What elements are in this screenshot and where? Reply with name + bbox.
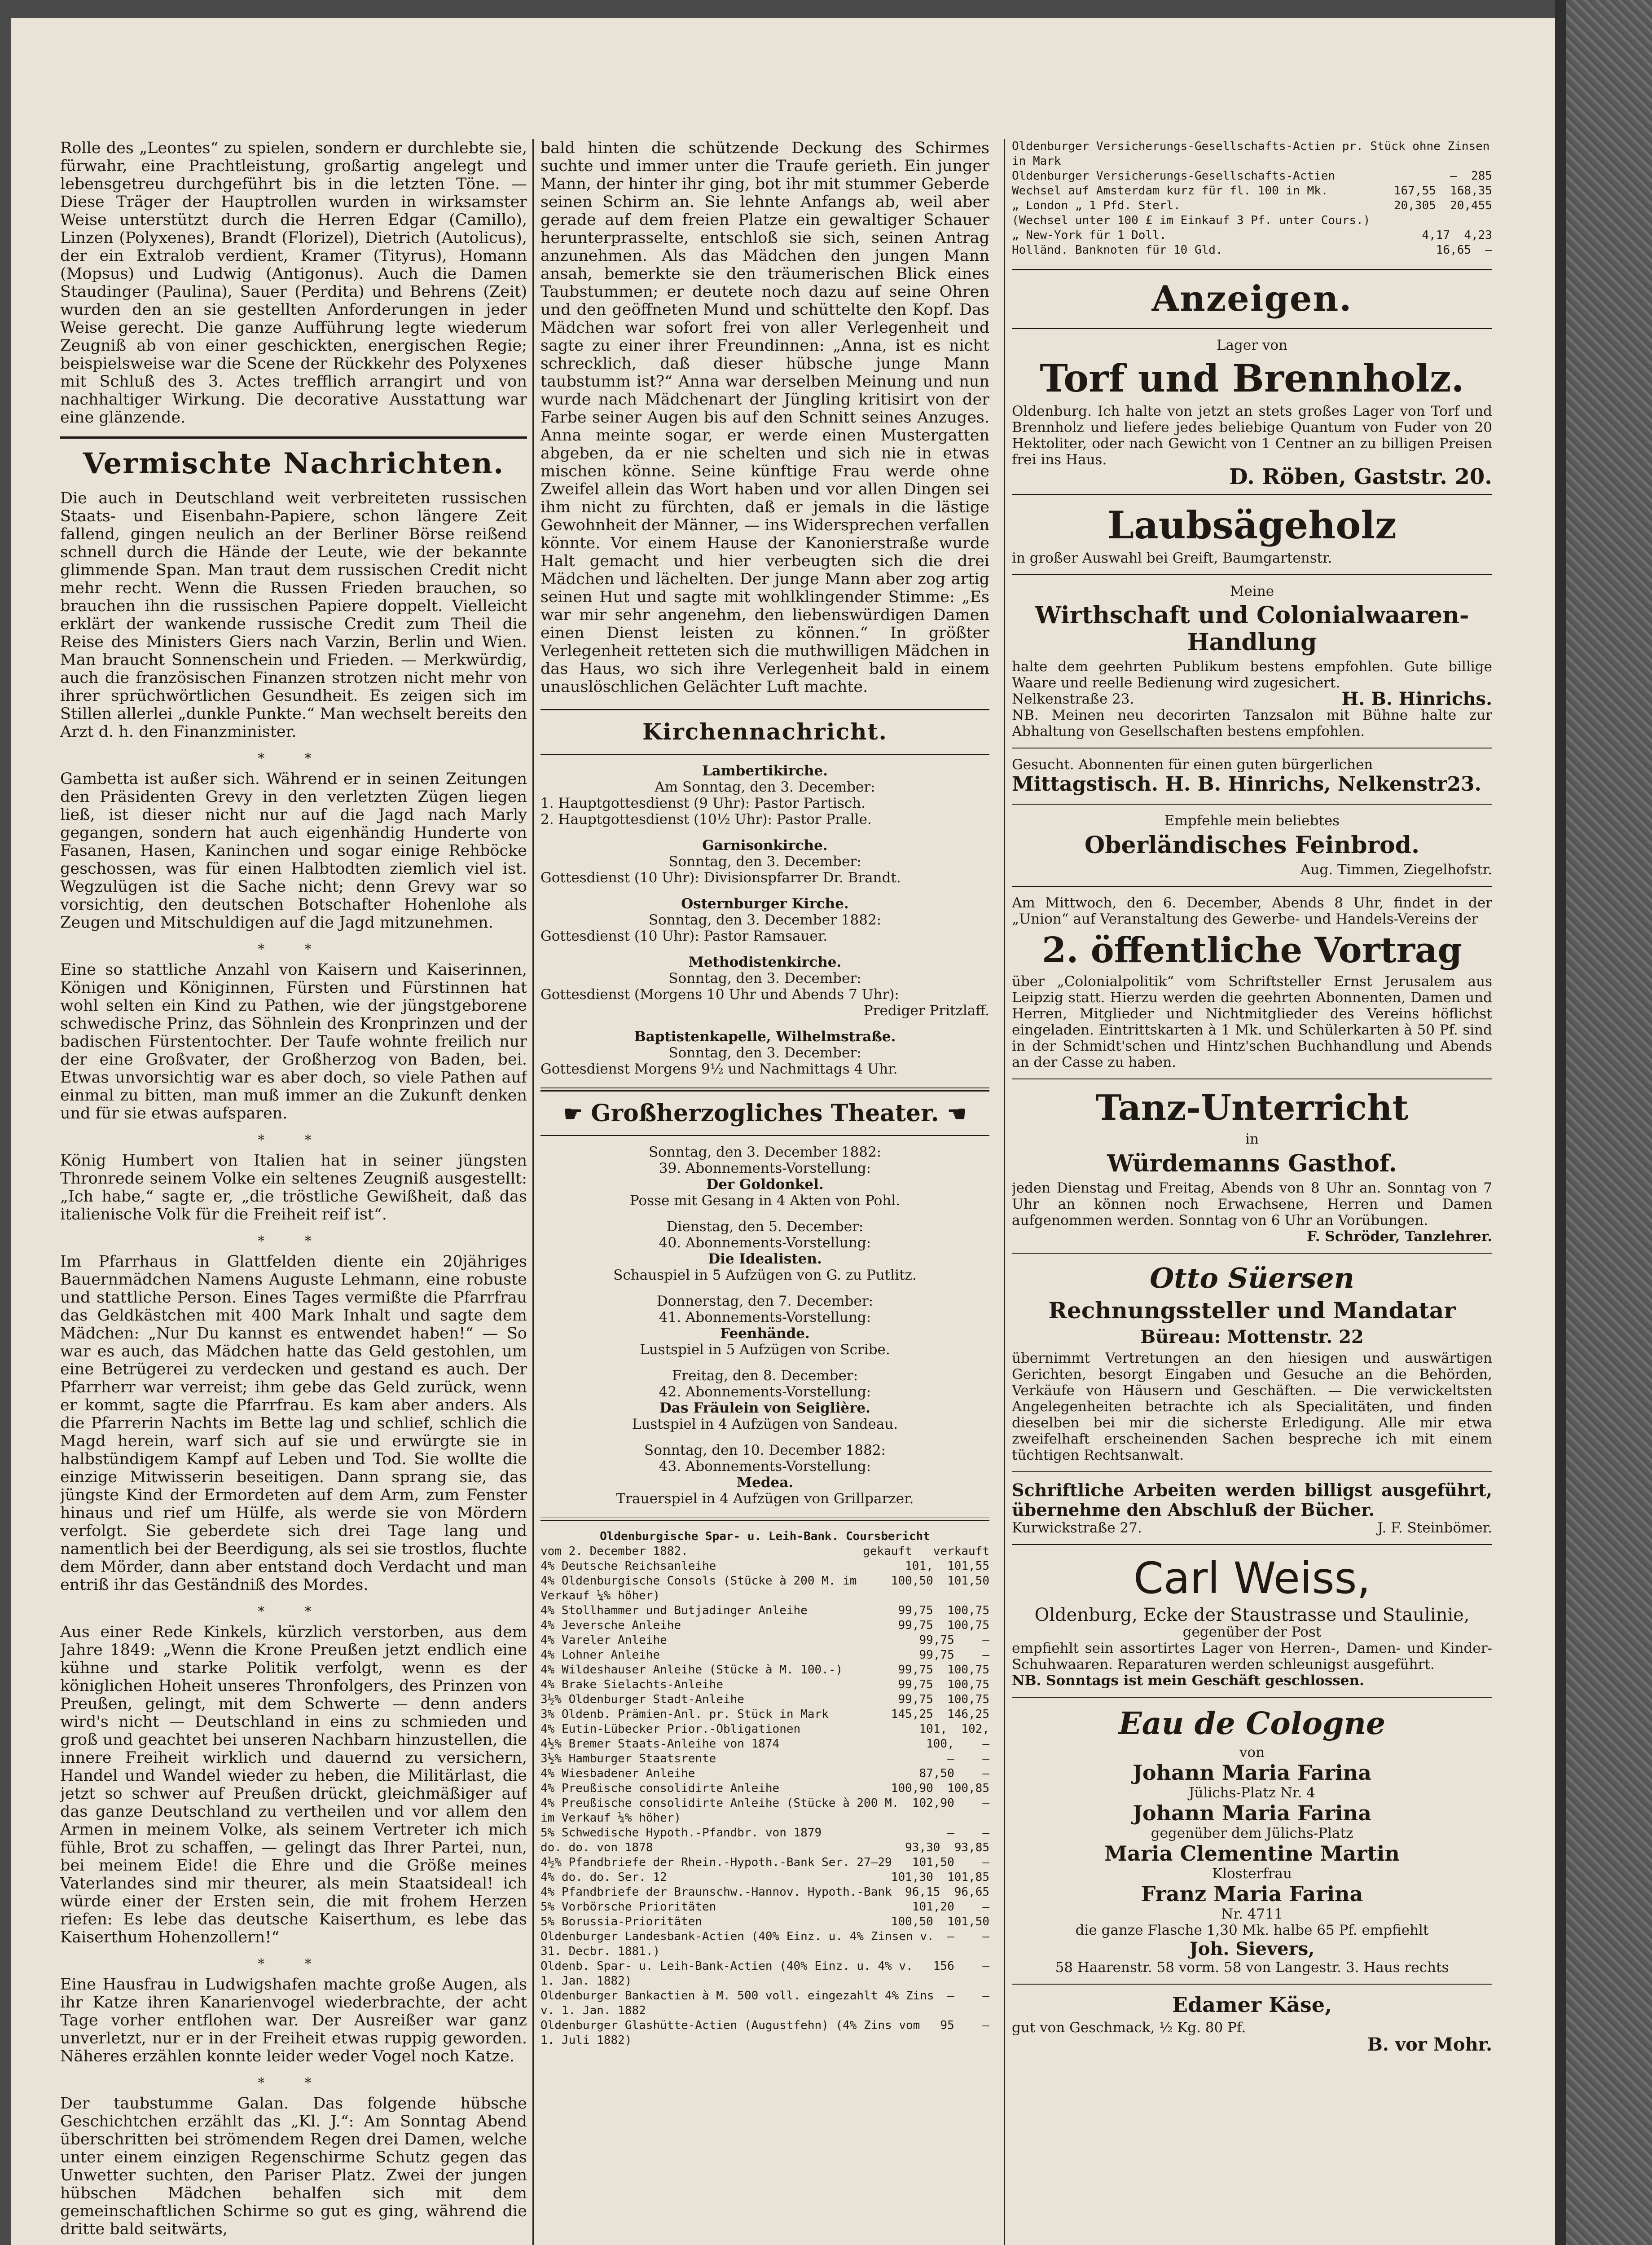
ad-pre: Gesucht. Abonnenten für einen guten bürgerlichen (1012, 757, 1373, 773)
church-service: Gottesdienst (10 Uhr): Pastor Ramsauer. (540, 928, 828, 944)
finance-row-name: Holländ. Banknoten für 10 Gld. (1012, 243, 1223, 257)
divider (540, 706, 989, 710)
theater-heading (540, 1100, 989, 1127)
divider (1012, 886, 1492, 887)
finance-row-name: Oldenburger Bankactien à M. 500 voll. eingezahlt 4% Zins v. 1. Jan. 1882 (540, 1989, 934, 2017)
finance-row-name: 4½% Bremer Staats-Anleihe von 1874 (540, 1737, 780, 1751)
show-desc: Schauspiel in 5 Aufzügen von G. zu Putlitz. (613, 1267, 917, 1283)
church-service: Gottesdienst (10 Uhr): Divisionspfarrer Dr. Brandt. (540, 870, 901, 886)
theater-program (540, 1144, 989, 1507)
show-number: 40. Abonnements-Vorstellung: (659, 1235, 871, 1251)
story-continuation: bald hinten die schützende Deckung des Schirmes suchte und immer unter die Traufe gerieth. Ein junger Mann, der hinter ihr ging, bot ihr mit stummer Geberde seinen Schirm an. Sie lehnte Anfangs ab, weil aber gerade auf dem freien Platze ein gewaltiger Schauer herunterprasselte, entschloß sie sich, seinen Antrag anzunehmen. Als das Mädchen den jungen Mann ansah, bemerkte sie den träumerischen Blick eines Taubstummen; er deutete noch dazu auf seine Ohren und den geöffneten Mund und schüttelte den Kopf. Das Mädchen war sofort frei von aller Verlegenheit und sagte zu einer ihrer Freundinnen: „Anna, ist es nicht schrecklich, daß dieser hübsche junge Mann taubstumm ist?“ Anna war derselben Meinung und nun wurde nach Mädchenart der Jüngling kritisirt von der Farbe seiner Augen bis auf den Schnitt seines Anzuges. Anna meinte sogar, er werde einen Mustergatten abgeben, da er nie schelten und sich nie in etwas mischen könne. Seine künftige Frau werde ohne Zweifel allein das Wort haben und vor allen Dingen sei ihm nicht zu fürchten, daß er jemals in die lästige Gewohnheit der Männer, — ins Widersprechen verfallen könnte. Vor einem Hause der Kanonierstraße wurde Halt gemacht und hier verbeugten sich die drei Mädchen und lächelten. Der junge Mann aber zog artig seinen Hut und sagte mit wohlklingender Stimme: „Es war mir sehr angenehm, den liebenswürdigen Damen einen Dienst leisten zu können.“ In größter Verlegenheit retteten sich die muthwilligen Mädchen in das Haus, wo sich ihre Verlegenheit bald in einem unauslöschlichen Gelächter Luft machte. (540, 139, 989, 696)
finance-row-value: 167,55 168,35 (1393, 184, 1492, 198)
exchange-report (1012, 139, 1492, 258)
finance-row-name: 4% Preußische consolidirte Anleihe (540, 1782, 780, 1795)
divider (540, 1517, 989, 1521)
finance-row-value: 87,50 — (919, 1767, 989, 1780)
divider (540, 1135, 989, 1136)
finance-row-name: Oldenburger Landesbank-Actien (40% Einz. u. 4% Zinsen v. 31. Decbr. 1881.) (540, 1930, 934, 1958)
pointing-hand-icon: ☚ (947, 1101, 967, 1127)
finance-row (540, 1766, 989, 1781)
ad-tanz (1012, 1087, 1492, 1245)
finance-row-name: 5% Vorbörsche Prioritäten (540, 1900, 716, 1914)
divider (1012, 804, 1492, 805)
ad-text: übernimmt Vertretungen an den hiesigen und auswärtigen Gerichten, besorgt Eingaben und Gesuche an die Behörden, Verkäufe von Häusern und Geschäften. — Die verwickeltsten Angelegenheiten betrachte ich als Specialitäten, und finden dieselben bei mir die sicherste Erledigung. Alle mir etwa zweifelhaft erscheinenden Sachen bespreche ich mit einem tüchtigen Rechtsanwalt. (1012, 1350, 1492, 1463)
finance-row (540, 1603, 989, 1618)
show-number: 39. Abonnements-Vorstellung: (659, 1160, 871, 1176)
ad-title: Wirthschaft und Colonialwaaren-Handlung (1035, 602, 1469, 656)
theater-title: Großherzogliches Theater. (591, 1100, 939, 1127)
finance-row (540, 1989, 989, 2018)
bank-subheading: vom 2. December 1882. gekauft verkauft (540, 1545, 989, 1558)
theater-review-end: Rolle des „Leontes“ zu spielen, sondern er durchlebte sie, fürwahr, eine Prachtleistung, großartig angelegt und lebensgetreu durchgeführt bis in die letzten Töne. — Diese Träger der Hauptrollen wurden in wirksamster Weise unterstützt durch die Herren Edgar (Camillo), Linzen (Polyxenes), Brandt (Florizel), Dietrich (Autolicus), der ein Extralob verdient, Kramer (Tityrus), Homann (Mopsus) und Ludwig (Antigonus). Auch die Damen Staudinger (Paulina), Sauer (Perdita) und Behrens (Zeit) wurden den an sie gestellten Anforderungen in jeder Weise gerecht. Die ganze Aufführung legte wiederum Zeugniß ab von einer geschickten, energischen Regie; beispielsweise war die Scene der Rückkehr des Polyxenes mit Schluß des 3. Actes trefflich arrangirt und von nachhaltiger Wirkung. Die decorative Ausstattung war eine glänzende. (60, 139, 527, 427)
finance-row (540, 1633, 989, 1648)
column-1 (60, 139, 527, 2245)
bank-heading: Oldenburgische Spar- u. Leih-Bank. Coursbericht (600, 1530, 930, 1543)
finance-row-value: 99,75 — (919, 1648, 989, 1662)
finance-row-value: 145,25 146,25 (891, 1708, 989, 1721)
finance-row-value: — — (947, 1826, 989, 1840)
finance-row-name: 4% Oldenburgische Consols (Stücke à 200 M. im Verkauf ¼% höher) (540, 1574, 857, 1602)
finance-row-name: Wechsel auf Amsterdam kurz für fl. 100 in Mk. (1012, 184, 1328, 198)
finance-row-value: 93,30 93,85 (905, 1841, 989, 1854)
finance-row (540, 1677, 989, 1692)
finance-row-value: 99,75 100,75 (898, 1678, 989, 1691)
show-title: Das Fräulein von Seiglière. (659, 1400, 870, 1416)
column-rule-2 (1004, 139, 1005, 2245)
show-title: Die Idealisten. (708, 1251, 822, 1267)
ad-title: Eau de Cologne (1118, 1706, 1386, 1742)
finance-row (540, 1618, 989, 1633)
church-service: 1. Hauptgottesdienst (9 Uhr): Pastor Partisch. (540, 795, 866, 811)
exchange-rows (1012, 169, 1492, 258)
finance-row-name: Oldenburger Versicherungs-Gesellschafts-Actien (1012, 169, 1336, 183)
book-binding (1555, 0, 1652, 2245)
ad-title: Edamer Käse, (1172, 1993, 1332, 2017)
finance-row-value: 101,50 — (912, 1856, 989, 1869)
finance-row-name: 3½% Hamburger Staatsrente (540, 1752, 716, 1765)
finance-row (540, 1796, 989, 1826)
finance-row-name: 4% Vareler Anleihe (540, 1633, 667, 1647)
finance-row-name: (Wechsel unter 100 £ im Einkauf 3 Pf. unter Cours.) (1012, 214, 1371, 227)
church-date: Sonntag, den 3. December: (668, 1045, 861, 1061)
divider (1012, 1544, 1492, 1545)
finance-row-name: do. do. von 1878 (540, 1841, 653, 1854)
finance-row (1012, 228, 1492, 243)
show-title: Medea. (736, 1475, 794, 1491)
ad-sign: D. Röben, Gaststr. 20. (1229, 464, 1492, 489)
ad-title: 2. öffentliche Vortrag (1042, 930, 1462, 971)
church-preacher: Prediger Pritzlaff. (863, 1003, 989, 1019)
finance-row-name: „ New-York für 1 Doll. (1012, 229, 1167, 242)
church-name: Garnisonkirche. (702, 837, 828, 854)
finance-row-name: 5% Borussia-Prioritäten (540, 1915, 703, 1928)
divider (60, 436, 527, 439)
church-name: Osternburger Kirche. (681, 896, 849, 912)
finance-row-value: 99,75 — (919, 1633, 989, 1647)
church-date: Sonntag, den 3. December: (668, 854, 861, 870)
maker-address: gegenüber dem Jülichs-Platz (1151, 1825, 1353, 1841)
show-desc: Posse mit Gesang in 4 Akten von Pohl. (629, 1193, 901, 1209)
ad-subtitle: Rechnungssteller und Mandatar (1048, 1297, 1456, 1324)
separator-stars: * * (258, 942, 330, 957)
divider (1012, 494, 1492, 495)
finance-row-name: „ London „ 1 Pfd. Sterl. (1012, 199, 1181, 212)
finance-row (540, 1870, 989, 1885)
ad-sign: B. vor Mohr. (1367, 2034, 1492, 2055)
ad-pre: Empfehle mein beliebtes (1164, 813, 1340, 829)
column-2 (540, 139, 989, 2245)
ads-heading: Anzeigen. (1151, 278, 1353, 319)
church-heading: Kirchennachricht. (642, 718, 888, 745)
ad-address: Büreau: Mottenstr. 22 (1140, 1326, 1364, 1347)
divider (1012, 266, 1492, 270)
ad-vortrag (1012, 895, 1492, 1070)
ad-carl-weiss (1012, 1553, 1492, 1689)
church-service: Gottesdienst (Morgens 10 Uhr und Abends 7 Uhr): (540, 986, 899, 1003)
ad-note: NB. Sonntags ist mein Geschäft geschlossen. (1012, 1673, 1364, 1689)
maker-address: Nr. 4711 (1221, 1906, 1283, 1922)
finance-row (540, 1574, 989, 1603)
ad-text: in großer Auswahl bei Greift, Baumgartenstr. (1012, 550, 1332, 566)
separator-stars: * * (258, 1233, 330, 1249)
divider (1012, 1078, 1492, 1079)
finance-row-value: — 285 (1450, 169, 1492, 183)
show-number: 43. Abonnements-Vorstellung: (659, 1458, 871, 1475)
finance-row-value: — — (947, 1930, 989, 1943)
finance-row (540, 1737, 989, 1752)
church-name: Methodistenkirche. (688, 954, 842, 970)
church-date: Sonntag, den 3. December 1882: (648, 912, 882, 928)
finance-row-value: 102,90 — (912, 1796, 989, 1810)
section-heading: Vermischte Nachrichten. (83, 447, 505, 480)
divider (1012, 1253, 1492, 1254)
ad-text: die ganze Flasche 1,30 Mk. halbe 65 Pf. empfiehlt (1075, 1922, 1429, 1938)
church-name: Baptistenkapelle, Wilhelmstraße. (634, 1029, 896, 1045)
show-desc: Lustspiel in 4 Aufzügen von Sandeau. (632, 1416, 898, 1432)
finance-row-name: 4% Brake Sielachts-Anleihe (540, 1678, 723, 1691)
pointing-hand-icon: ☛ (563, 1101, 583, 1127)
maker-name: Franz Maria Farina (1141, 1882, 1363, 1906)
finance-row-name: 4% Wildeshauser Anleihe (Stücke à M. 100.-) (540, 1663, 843, 1677)
finance-row-value: 99,75 100,75 (898, 1619, 989, 1632)
church-service: Gottesdienst Morgens 9½ und Nachmittags 4 Uhr. (540, 1061, 898, 1077)
article-paragraph: Eine Hausfrau in Ludwigshafen machte große Augen, als ihr Katze ihren Kanarienvogel wiederbrachte, der acht Tage vorher entflohen war. Der Ausreißer war ganz unverletzt, nur er in der Freiheit etwas ruppig geworden. Näheres erzählen konnte leider weder Vogel noch Katze. (60, 1976, 527, 2065)
ad-note: NB. Meinen neu decorirten Tanzsalon mit Bühne halte zur Abhaltung von Gesellschaften bestens empfohlen. (1012, 707, 1492, 740)
finance-row (540, 1663, 989, 1677)
ad-title: Otto Süersen (1150, 1262, 1354, 1294)
finance-row-value: 100, — (926, 1737, 989, 1751)
finance-row-value: 20,305 20,455 (1393, 199, 1492, 212)
finance-row-value: 101,30 101,85 (891, 1871, 989, 1884)
ad-eau-de-cologne (1012, 1706, 1492, 1976)
finance-row-value: 99,75 100,75 (898, 1604, 989, 1617)
finance-row-value: 4,17 4,23 (1422, 229, 1492, 242)
show-date: Freitag, den 8. December: (672, 1368, 858, 1384)
maker-address: Klosterfrau (1212, 1866, 1292, 1882)
show-number: 41. Abonnements-Vorstellung: (659, 1309, 871, 1325)
ad-text: empfiehlt sein assortirtes Lager von Herren-, Damen- und Kinder-Schuhwaaren. Reparaturen werden schleunigst ausgeführt. (1012, 1640, 1492, 1673)
church-date: Sonntag, den 3. December: (668, 970, 861, 986)
finance-row-name: 4% Lohner Anleihe (540, 1648, 660, 1662)
finance-row (540, 1915, 989, 1929)
finance-row-name: 4% Deutsche Reichsanleihe (540, 1559, 716, 1573)
show-number: 42. Abonnements-Vorstellung: (659, 1384, 871, 1400)
divider (1012, 328, 1492, 329)
ad-post: gegenüber der Post (1182, 1624, 1322, 1640)
finance-row-name: 4% Preußische consolidirte Anleihe (Stücke à 200 M. im Verkauf ¼% höher) (540, 1796, 899, 1825)
church-date: Am Sonntag, den 3. December: (655, 779, 875, 795)
finance-row-value: 100,50 101,50 (891, 1915, 989, 1928)
divider (1012, 1471, 1492, 1472)
finance-row (540, 1648, 989, 1663)
ad-in: in (1245, 1131, 1259, 1147)
article-paragraph: Die auch in Deutschland weit verbreiteten russischen Staats- und Eisenbahn-Papiere, schon längere Zeit fallend, gingen neulich an der Berliner Börse reißend schnell durch die Hände der Leute, wie der bekannte glimmende Span. Man traut dem russischen Credit nicht mehr recht. Wenn die Russen Frieden brauchen, so brauchen ihn die russischen Papiere doppelt. Vielleicht erklärt der wankende russische Credit zum Theil die Reise des Ministers Giers nach Varzin, Berlin und Wien. Man braucht Sonnenschein und Frieden. — Merkwürdig, auch die französischen Finanzen strotzen nicht mehr von ihrer sprüchwörtlichen Gesundheit. Es zeigen sich im Stillen allerlei „dunkle Punkte.“ Man wechselt bereits den Arzt d. h. den Finanzminister. (60, 489, 527, 741)
finance-row-value: 100,90 100,85 (891, 1782, 989, 1795)
ad-title: Mittagstisch. H. B. Hinrichs, Nelkenstr23. (1012, 773, 1481, 796)
separator-stars: * * (258, 751, 330, 766)
show-date: Sonntag, den 10. December 1882: (644, 1442, 886, 1458)
finance-row-value: 99,75 100,75 (898, 1663, 989, 1677)
finance-row (540, 1752, 989, 1766)
column-rule-1 (532, 139, 534, 2245)
ad-laubsaegeholz (1012, 503, 1492, 566)
show-title: Der Goldonkel. (706, 1176, 824, 1193)
maker-name: Johann Maria Farina (1133, 1761, 1371, 1785)
finance-row (540, 1900, 989, 1915)
finance-row-value: 101,20 — (912, 1900, 989, 1914)
divider (1012, 574, 1492, 575)
show-desc: Trauerspiel in 4 Aufzügen von Grillparzer. (616, 1491, 914, 1507)
finance-row (1012, 198, 1492, 213)
article-paragraph: Gambetta ist außer sich. Während er in seinen Zeitungen den Präsidenten Grevy in den verletzten Zügen liegen ließ, ist dieser nicht nur auf die Jagd nach Marly gegangen, sondern hat auch eigenhändig Hunderte von Fasanen, Hasen, Kaninchen und sogar einige Rehböcke geschossen, was für einen Halbtodten ziemlich viel ist. Wegzulügen ist die Sache nicht; denn Grevy war so vorsichtig, den deutschen Botschafter Hohenlohe als Zeugen und Mitschuldigen auf die Jagd mitzunehmen. (60, 770, 527, 932)
finance-row-name: 4% Pfandbriefe der Braunschw.-Hannov. Hypoth.-Bank (540, 1885, 892, 1899)
binding-edge (1555, 0, 1566, 2245)
ad-text: über „Colonialpolitik“ vom Schriftsteller Ernst Jerusalem aus Leipzig statt. Hierzu werden die geehrten Abonnenten, Damen und Herren, Mitglieder und Nichtmitglieder des Vereins höflichst eingeladen. Eintrittskarten à 1 Mk. und Schülerkarten à 50 Pf. sind in der Schmidt'schen und Hintz'schen Buchhandlung und Abends an der Casse zu haben. (1012, 973, 1492, 1070)
ad-sign: F. Schröder, Tanzlehrer. (1306, 1228, 1492, 1245)
insurance-title: Oldenburger Versicherungs-Gesellschafts-Actien pr. Stück ohne Zinsen in Mark (1012, 140, 1490, 168)
show-title: Feenhände. (720, 1325, 810, 1342)
ad-torf (1012, 337, 1492, 489)
finance-row (540, 1840, 989, 1855)
finance-row (540, 1855, 989, 1870)
finance-row-name: 4½% Pfandbriefe der Rhein.-Hypoth.-Bank Ser. 27—29 (540, 1856, 892, 1869)
divider (1012, 1697, 1492, 1698)
ad-text: gut von Geschmack, ½ Kg. 80 Pf. (1012, 2020, 1246, 2036)
finance-row-name: Oldenb. Spar- u. Leih-Bank-Actien (40% Einz. u. 4% v. 1. Jan. 1882) (540, 1959, 913, 1988)
finance-row (1012, 184, 1492, 198)
finance-row-name: 5% Schwedische Hypoth.-Pfandbr. von 1879 (540, 1826, 822, 1840)
finance-row-name: 4% Eutin-Lübecker Prior.-Obligationen (540, 1722, 801, 1736)
article-paragraph: Im Pfarrhaus in Glattfelden diente ein 20jähriges Bauernmädchen Namens Auguste Lehmann, eine robuste und stattliche Person. Eines Tages vermißte die Pfarrfrau das Geldkästchen mit 400 Mark Inhalt und sagte dem Mädchen: „Nur Du kannst es entwendet haben!“ — So war es auch, das Mädchen hatte das Geld gestohlen, um eine Betrügerei zu verdecken und gestand es auch. Der Pfarrherr war verreist; ihm gebe das Geld zurück, wenn er kommt, sagte die Pfarrfrau. Es kam aber anders. Als die Pfarrerin Nachts im Bette lag und schlief, schlich die Magd herein, warf sich auf sie und erwürgte sie in halbstündigem Kampf auf Leben und Tod. Sie wollte die einzige Mitwisserin beseitigen. Dann sprang sie, das jüngste Kind der Ermordeten auf dem Arm, zum Fenster hinaus und rief um Hülfe, als werde sie von Mördern verfolgt. Sie geberdete sich drei Tage lang und namentlich bei der Beerdigung, als sei sie trostlos, fluchte dem Mörder, dann aber entstand doch Verdacht und man entriß ihr das Geständniß des Mordes. (60, 1253, 527, 1594)
finance-row (1012, 243, 1492, 258)
ad-von: von (1239, 1744, 1265, 1761)
finance-row-value: — — (947, 1989, 989, 2003)
ad-text: Schriftliche Arbeiten werden billigst ausgeführt, übernehme den Abschluß der Bücher. (1012, 1480, 1492, 1520)
article-paragraph: Aus einer Rede Kinkels, kürzlich verstorben, aus dem Jahre 1849: „Wenn die Krone Preußen jetzt endlich eine kühne und starke Politik verfolgt, wenn es der königlichen Hoheit unseres Thronfolgers, des Prinzen von Preußen, gelingt, mit dem Schwerte — denn anders wird's nicht — Deutschland in eins zu schmieden und groß und geachtet bei unseren Nachbarn hinzustellen, die innere Freiheit wirklich und dauernd zu versichern, Handel und Wandel wieder zu heben, die Militärlast, die jetzt so schwer auf Preußen drückt, gleichmäßiger auf das ganze Deutschland zu vertheilen und vor allem den Armen in meinem Volke, als seinem Vertreter ich mich fühle, Brot zu schaffen, — gelingt das Ihrer Partei, nun, bei meinem Eide! die Ehre und die Größe meines Vaterlandes sind mir theurer, als mein Staatsideal! ich würde einer der Ersten sein, die mit frohem Herzen riefen: Es lebe das deutsche Kaiserthum, es lebe das Kaiserthum Hohenzollern!“ (60, 1623, 527, 1946)
newspaper-page (11, 18, 1555, 2245)
finance-row (540, 1885, 989, 1900)
finance-row (1012, 169, 1492, 184)
finance-row (540, 1722, 989, 1737)
show-desc: Lustspiel in 5 Aufzügen von Scribe. (640, 1342, 890, 1358)
ad-pre: Lager von (1216, 337, 1288, 353)
ad-text: jeden Dienstag und Freitag, Abends von 8 Uhr an. Sonntag von 7 Uhr an können noch Erwachsene, Herren und Damen aufgenommen werden. Sonntag von 6 Uhr an Vorübungen. (1012, 1180, 1492, 1228)
ad-kaese (1012, 1993, 1492, 2054)
church-service: 2. Hauptgottesdienst (10½ Uhr): Pastor Pralle. (540, 811, 872, 828)
separator-stars: * * (258, 1604, 330, 1620)
ad-footer: Nelkenstraße 23. H. B. Hinrichs. (1012, 688, 1492, 709)
ad-title: Carl Weiss, (1133, 1553, 1371, 1603)
bank-rows (540, 1559, 989, 2048)
finance-row-value: 156 — (933, 1959, 989, 1973)
ad-suersen (1012, 1262, 1492, 1463)
ad-wirtschaft (1012, 583, 1492, 740)
finance-row-value: 101, 102, (919, 1722, 989, 1736)
divider (1012, 1984, 1492, 1985)
ad-feinbrod (1012, 813, 1492, 878)
finance-row (540, 1707, 989, 1722)
article-paragraph: Der taubstumme Galan. Das folgende hübsche Geschichtchen erzählt das „Kl. J.“: Am Sonntag Abend überschritten bei strömendem Regen drei Damen, welche unter einem einzigen Regenschirme Schutz gegen das Unwetter suchten, den Pariser Platz. Zwei der jungen hübschen Mädchen behalfen sich mit dem gemeinschaftlichen Schirme so gut es ging, während die dritte bald seitwärts, (60, 2095, 527, 2238)
maker-name: Johann Maria Farina (1133, 1801, 1371, 1825)
finance-row (1012, 213, 1492, 228)
finance-row (540, 1826, 989, 1840)
finance-row-value: 101, 101,55 (905, 1559, 989, 1573)
church-name: Lambertikirche. (702, 763, 828, 779)
divider (540, 754, 989, 755)
finance-row-name: 4% do. do. Ser. 12 (540, 1871, 667, 1884)
finance-row (540, 1559, 989, 1574)
divider (540, 1087, 989, 1092)
ad-text: Oldenburg. Ich halte von jetzt an stets großes Lager von Torf und Brennholz und liefere jedes beliebige Quantum von Fuder von 20 Hektoliter, oder nach Gewicht von 1 Centner an zu billigen Preisen frei ins Haus. (1012, 403, 1492, 468)
finance-row (540, 1929, 989, 1959)
column-3 (1012, 139, 1492, 2245)
separator-stars: * * (258, 2075, 330, 2091)
finance-row-value: 95 — (940, 2019, 989, 2032)
show-date: Donnerstag, den 7. December: (656, 1293, 874, 1309)
ad-title: Torf und Brennholz. (1040, 356, 1464, 401)
ad-schrift (1012, 1480, 1492, 1536)
finance-row-value: 96,15 96,65 (905, 1885, 989, 1899)
finance-row-name: 3½% Oldenburger Stadt-Anleihe (540, 1693, 744, 1706)
finance-row (540, 1959, 989, 1989)
finance-row (540, 2018, 989, 2048)
ad-pre: Meine (1230, 583, 1274, 599)
finance-row (540, 1781, 989, 1796)
ad-title: Laubsägeholz (1107, 503, 1397, 547)
article-paragraph: Eine so stattliche Anzahl von Kaisern und Kaiserinnen, Königen und Königinnen, Fürsten und Fürstinnen hat wohl selten ein Kind zu Pathen, wie der jüngstgeborene schwedische Prinz, das Söhnlein des Kronprinzen und der badischen Fürstentochter. Der Taufe wohnte freilich nur der eine Großvater, der Großherzog von Baden, bei. Etwas unvorsichtig war es aber doch, so viele Pathen auf einmal zu bitten, man muß immer an die Zukunft denken und für sie etwas aufsparen. (60, 961, 527, 1122)
finance-row-value: 100,50 101,50 (891, 1574, 989, 1588)
ad-place: Würdemanns Gasthof. (1107, 1150, 1397, 1177)
finance-row (540, 1692, 989, 1707)
ad-mittagstisch (1012, 757, 1492, 796)
article-paragraph: König Humbert von Italien hat in seiner jüngsten Thronrede seinem Volke ein seltenes Zeugniß ausgestellt: „Ich habe,“ sagte er, „die tröstliche Gewißheit, daß das italienische Volk für die Freiheit reif ist“. (60, 1152, 527, 1224)
ad-address: Oldenburg, Ecke der Staustrasse und Staulinie, (1034, 1605, 1470, 1625)
show-date: Dienstag, den 5. December: (666, 1219, 864, 1235)
ad-title: Oberländisches Feinbrod. (1084, 832, 1420, 859)
finance-row-name: 3% Oldenb. Prämien-Anl. pr. Stück in Mark (540, 1708, 829, 1721)
finance-row-name: 4% Wiesbadener Anleihe (540, 1767, 695, 1780)
maker-name: Maria Clementine Martin (1104, 1841, 1400, 1866)
ad-text: halte dem geehrten Publikum bestens empfohlen. Gute billige Waare und reelle Bedienung wird zugesichert. (1012, 659, 1492, 691)
bank-report (540, 1529, 989, 2048)
finance-row-name: Oldenburger Glashütte-Actien (Augustfehn) (4% Zins vom 1. Juli 1882) (540, 2019, 920, 2047)
finance-row-value: 16,65 — (1436, 243, 1492, 257)
ad-pre: Am Mittwoch, den 6. December, Abends 8 Uhr, findet in der „Union“ auf Veranstaltung des Gewerbe- und Handels-Vereins der (1012, 895, 1492, 927)
maker-address: Jülichs-Platz Nr. 4 (1189, 1785, 1315, 1801)
show-date: Sonntag, den 3. December 1882: (648, 1144, 882, 1160)
ad-title: Tanz-Unterricht (1095, 1087, 1409, 1128)
ad-sign: Joh. Sievers, (1189, 1938, 1315, 1959)
finance-row-value: 99,75 100,75 (898, 1693, 989, 1706)
separator-stars: * * (258, 1132, 330, 1148)
separator-stars: * * (258, 1956, 330, 1972)
ad-footer: Kurwickstraße 27. J. F. Steinbömer. (1012, 1520, 1492, 1536)
finance-row-name: 4% Jeversche Anleihe (540, 1619, 681, 1632)
ad-sign: Aug. Timmen, Ziegelhofstr. (1301, 862, 1492, 878)
finance-row-value: — — (947, 1752, 989, 1765)
ad-address: 58 Haarenstr. 58 vorm. 58 von Langestr. 3. Haus rechts (1055, 1959, 1449, 1976)
finance-row-name: 4% Stollhammer und Butjadinger Anleihe (540, 1604, 808, 1617)
